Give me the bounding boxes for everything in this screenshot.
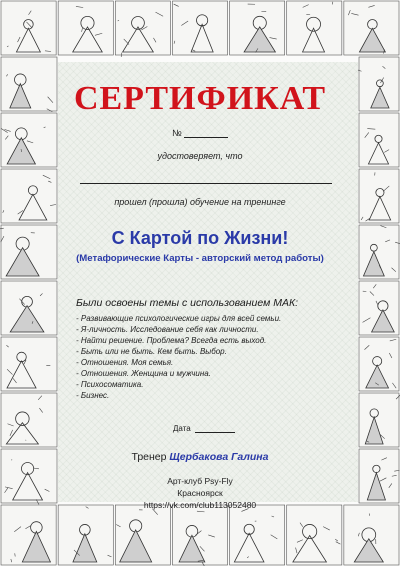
- illustration-tile: [1, 1, 56, 55]
- topic-item: - Найти решение. Проблема? Всегда есть выход.: [76, 336, 267, 345]
- illustration-tile: [359, 337, 399, 391]
- number-label: №: [172, 128, 182, 138]
- trainer-row: [0, 451, 400, 463]
- club-name: Арт-клуб Psy-Fly: [167, 476, 233, 486]
- topic-item: - Я-личность. Исследование себя как личности.: [76, 325, 259, 334]
- illustration-tile: [172, 505, 227, 566]
- illustration-tile: [58, 1, 113, 55]
- illustration-tile: [287, 505, 342, 565]
- illustration-tile: [230, 505, 285, 565]
- illustration-tile: [1, 281, 57, 335]
- number-blank-line: [184, 128, 228, 138]
- date-blank-line: [195, 424, 235, 433]
- illustration-tile: [115, 505, 170, 565]
- topic-item: - Психосоматика.: [76, 380, 144, 389]
- illustration-tile: [172, 1, 227, 55]
- trainer-name: Щербакова Галина: [169, 451, 269, 463]
- trainer-label: Тренер: [131, 451, 167, 463]
- city-name: Красноярск: [177, 488, 223, 498]
- illustration-tile: [1, 505, 56, 565]
- certificate-number: [0, 128, 400, 138]
- illustration-tile: [1, 337, 57, 391]
- illustration-tile: [344, 1, 399, 55]
- recipient-name-line: [80, 183, 332, 184]
- completed-text: прошел (прошла) обучение на тренинге: [114, 197, 286, 207]
- illustration-tile: [359, 169, 399, 223]
- topics-list: [76, 313, 281, 401]
- topic-item: - Отношения. Моя семья.: [76, 358, 174, 367]
- club-link: https://vk.com/club113052480: [143, 500, 257, 510]
- illustration-tile: [359, 281, 399, 335]
- illustration-tile: [1, 393, 57, 447]
- topics-heading: Были освоены темы с использованием МАК:: [76, 297, 299, 309]
- topic-item: - Отношения. Женщина и мужчина.: [76, 369, 211, 378]
- illustration-tile: [58, 505, 113, 565]
- illustration-tile: [115, 1, 170, 57]
- illustration-tile: [230, 1, 285, 55]
- topic-item: - Развивающие психологические игры для всей семьи.: [76, 314, 282, 323]
- topic-item: - Бизнес.: [76, 391, 110, 400]
- illustration-tile: [344, 505, 399, 565]
- course-subtitle: (Метафорические Карты - авторский метод работы): [76, 253, 324, 264]
- certifies-text: удостоверяет, что: [157, 151, 243, 161]
- topic-item: - Быть или не быть. Кем быть. Выбор.: [76, 347, 227, 356]
- course-title: С Картой по Жизни!: [111, 228, 289, 248]
- certificate-title: СЕРТИФИКАТ: [73, 80, 327, 117]
- illustration-tile: [359, 393, 400, 447]
- date-field: [173, 424, 235, 433]
- illustration-tile: [287, 1, 342, 55]
- date-label: Дата: [173, 424, 191, 433]
- illustration-tile: [1, 169, 57, 223]
